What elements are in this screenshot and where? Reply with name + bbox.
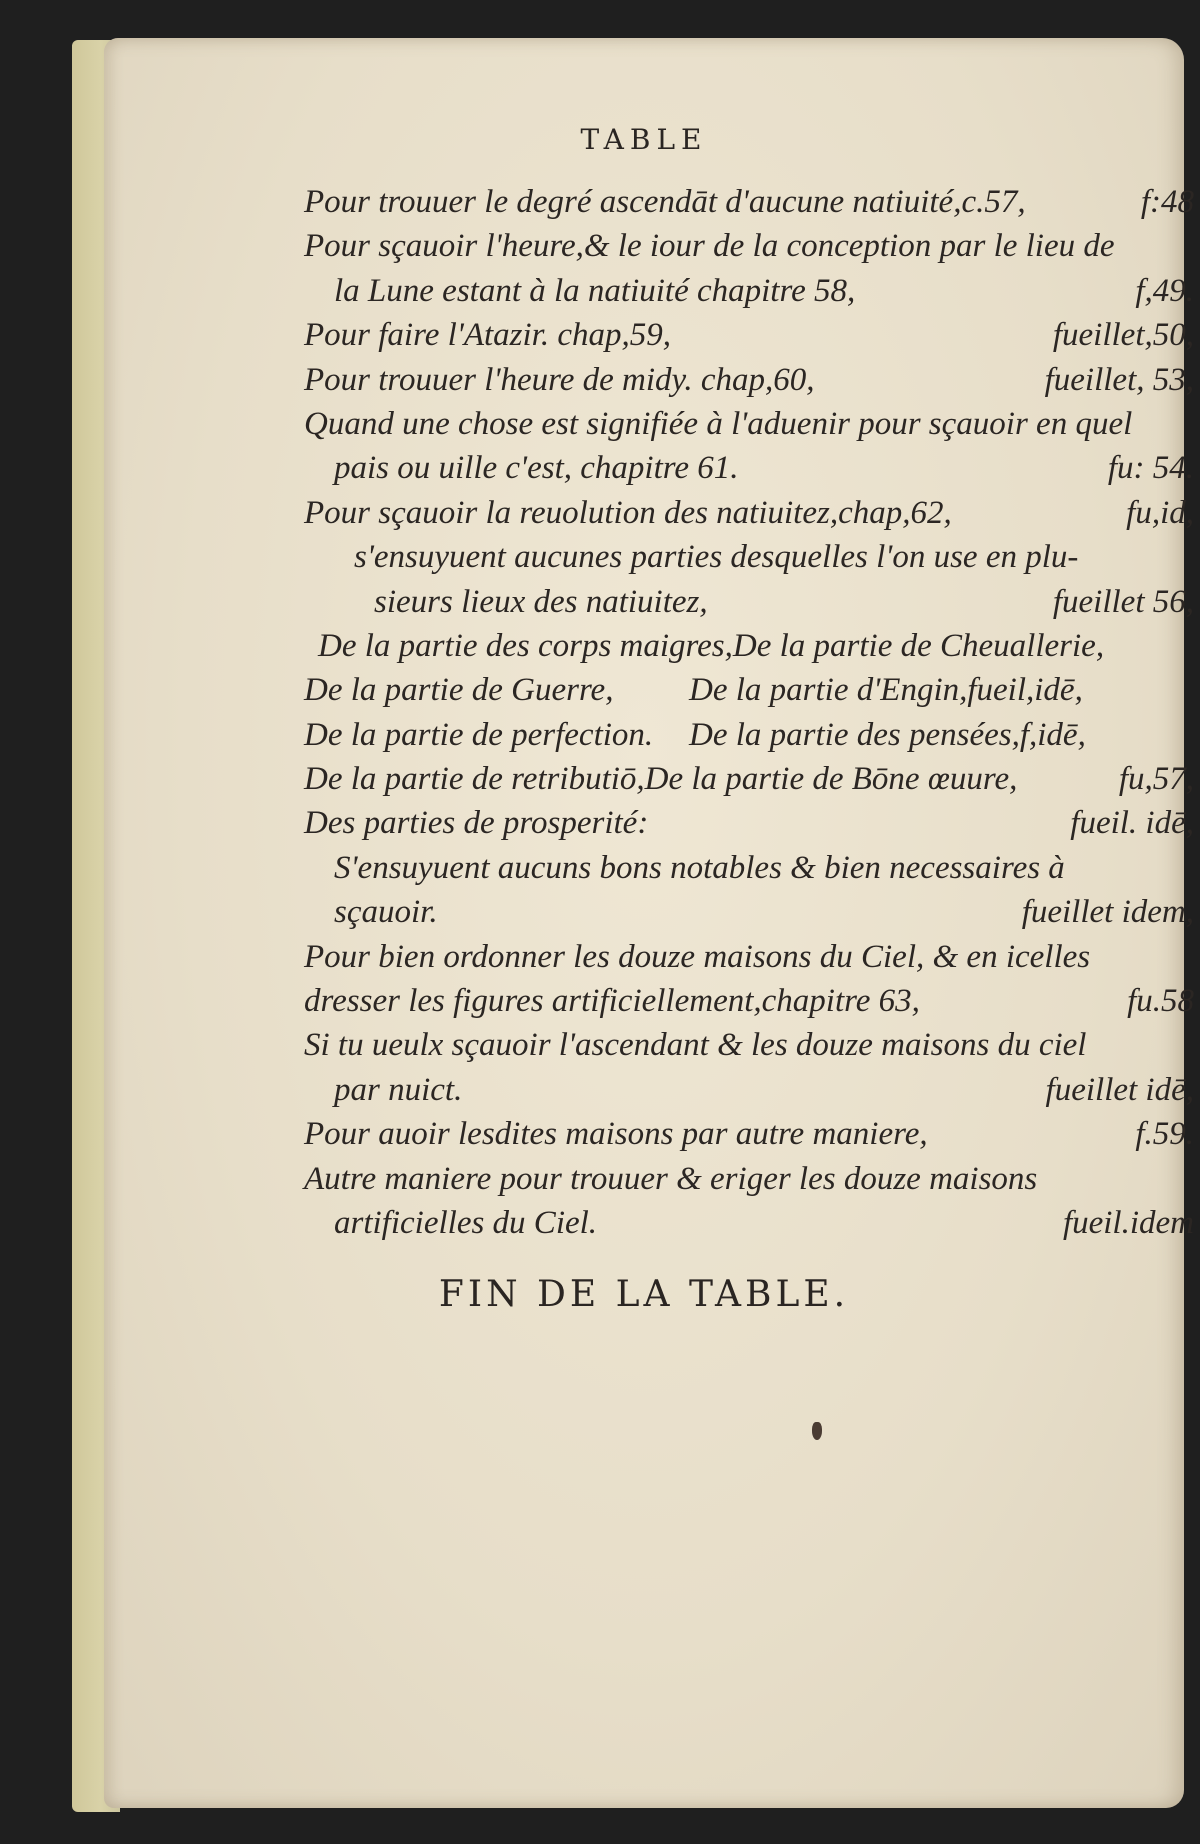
toc-entry-text: Pour auoir lesdites maisons par autre maniere, — [304, 1116, 928, 1153]
toc-entry-folio: fueillet, 53, — [1044, 361, 1194, 398]
toc-entry — [304, 935, 1194, 979]
toc-entry — [304, 624, 1194, 668]
toc-entry — [304, 269, 1194, 313]
toc-entry-folio: fu,57, — [1118, 761, 1194, 798]
toc-entry-text: par nuict. — [334, 1071, 463, 1108]
toc-entry-text: De la partie des corps maigres,De la partie de Cheuallerie, — [318, 627, 1105, 664]
toc-entry-text: De la partie de perfection. — [304, 716, 654, 753]
toc-entry-folio: f.59. — [1135, 1116, 1194, 1153]
toc-entry — [304, 580, 1194, 624]
toc-entry — [304, 313, 1194, 357]
toc-entry — [304, 1112, 1194, 1156]
toc-entry — [304, 1201, 1194, 1245]
ink-blot — [812, 1422, 822, 1440]
toc-entry-text: Pour trouuer l'heure de midy. chap,60, — [304, 361, 815, 398]
toc-entry-folio: fueil.idem — [1062, 1204, 1194, 1241]
toc-entry — [304, 890, 1194, 934]
toc-entry — [304, 979, 1194, 1023]
toc-entry-text: Pour trouuer le degré ascendāt d'aucune natiuité,c.57, — [304, 184, 1026, 220]
toc-entry-text: sçauoir. — [334, 894, 438, 931]
toc-entry — [304, 224, 1194, 268]
toc-entry-text: Autre maniere pour trouuer & eriger les douze maisons — [304, 1160, 1038, 1197]
toc-entry — [304, 757, 1194, 801]
toc-entry-text: la Lune estant à la natiuité chapitre 58, — [334, 272, 856, 309]
toc-entry-text: dresser les figures artificiellement,chapitre 63, — [304, 983, 920, 1020]
toc-entry-folio: fu: 54. — [1107, 450, 1194, 487]
toc-entry-text: artificielles du Ciel. — [334, 1204, 598, 1241]
end-of-table-heading: FIN DE LA TABLE. — [438, 1274, 850, 1315]
toc-entry-folio: fu,id, — [1126, 494, 1194, 531]
toc-entry-folio: fu.58 — [1127, 983, 1194, 1020]
toc-entry-folio: f:48 — [1140, 184, 1194, 220]
toc-entry-folio: fueillet 56, — [1052, 583, 1194, 620]
toc-entry — [304, 1157, 1194, 1201]
toc-entry-text: s'ensuyuent aucunes parties desquelles l'on use en plu- — [354, 539, 1079, 576]
toc-entry-second-column: De la partie des pensées,f,idē, — [689, 716, 1086, 753]
toc-entry — [304, 1023, 1194, 1067]
toc-entry-text: De la partie de Guerre, — [304, 672, 614, 709]
toc-entry-text: De la partie de retributiō,De la partie de Bōne œuure, — [304, 761, 1018, 798]
toc-entry — [304, 446, 1194, 490]
toc-entry-text: Pour sçauoir la reuolution des natiuitez,chap,62, — [304, 494, 952, 531]
toc-entry-text: Pour sçauoir l'heure,& le iour de la conception par le lieu de — [304, 228, 1115, 265]
toc-entry-text: Des parties de prosperité: — [304, 805, 649, 842]
toc-entry — [304, 801, 1194, 845]
toc-entry — [304, 402, 1194, 446]
toc-entry-text: Pour bien ordonner les douze maisons du Ciel, & en icelles — [304, 938, 1091, 975]
toc-entry — [304, 1068, 1194, 1112]
running-header: TABLE — [580, 123, 708, 156]
toc-entry — [304, 535, 1194, 579]
toc-entry-text: Si tu ueulx sçauoir l'ascendant & les douze maisons du ciel — [304, 1027, 1087, 1064]
toc-entry-text: Pour faire l'Atazir. chap,59, — [304, 317, 671, 354]
book-page — [104, 38, 1194, 1808]
toc-entry — [304, 180, 1194, 224]
toc-entry-text: Quand une chose est signifiée à l'aduenir pour sçauoir en quel — [304, 405, 1133, 442]
toc-entry — [304, 358, 1194, 402]
toc-entry — [304, 491, 1194, 535]
toc-entry-folio: f,49. — [1135, 272, 1194, 309]
toc-entry-second-column: De la partie d'Engin,fueil,idē, — [689, 672, 1083, 709]
toc-entry-folio: fueillet,50, — [1052, 317, 1194, 354]
toc-entry — [304, 846, 1194, 890]
toc-entry-text: pais ou uille c'est, chapitre 61. — [334, 450, 739, 487]
toc-entry-folio: fueillet idē, — [1045, 1071, 1194, 1108]
table-of-contents — [304, 180, 1194, 1245]
toc-entry — [304, 668, 1194, 712]
toc-entry-folio: fueil. idē, — [1070, 805, 1194, 842]
toc-entry-text: S'ensuyuent aucuns bons notables & bien necessaires à — [334, 849, 1065, 886]
toc-entry-folio: fueillet idem, — [1021, 894, 1194, 931]
toc-entry — [304, 713, 1194, 757]
toc-entry-text: sieurs lieux des natiuitez, — [374, 583, 708, 620]
